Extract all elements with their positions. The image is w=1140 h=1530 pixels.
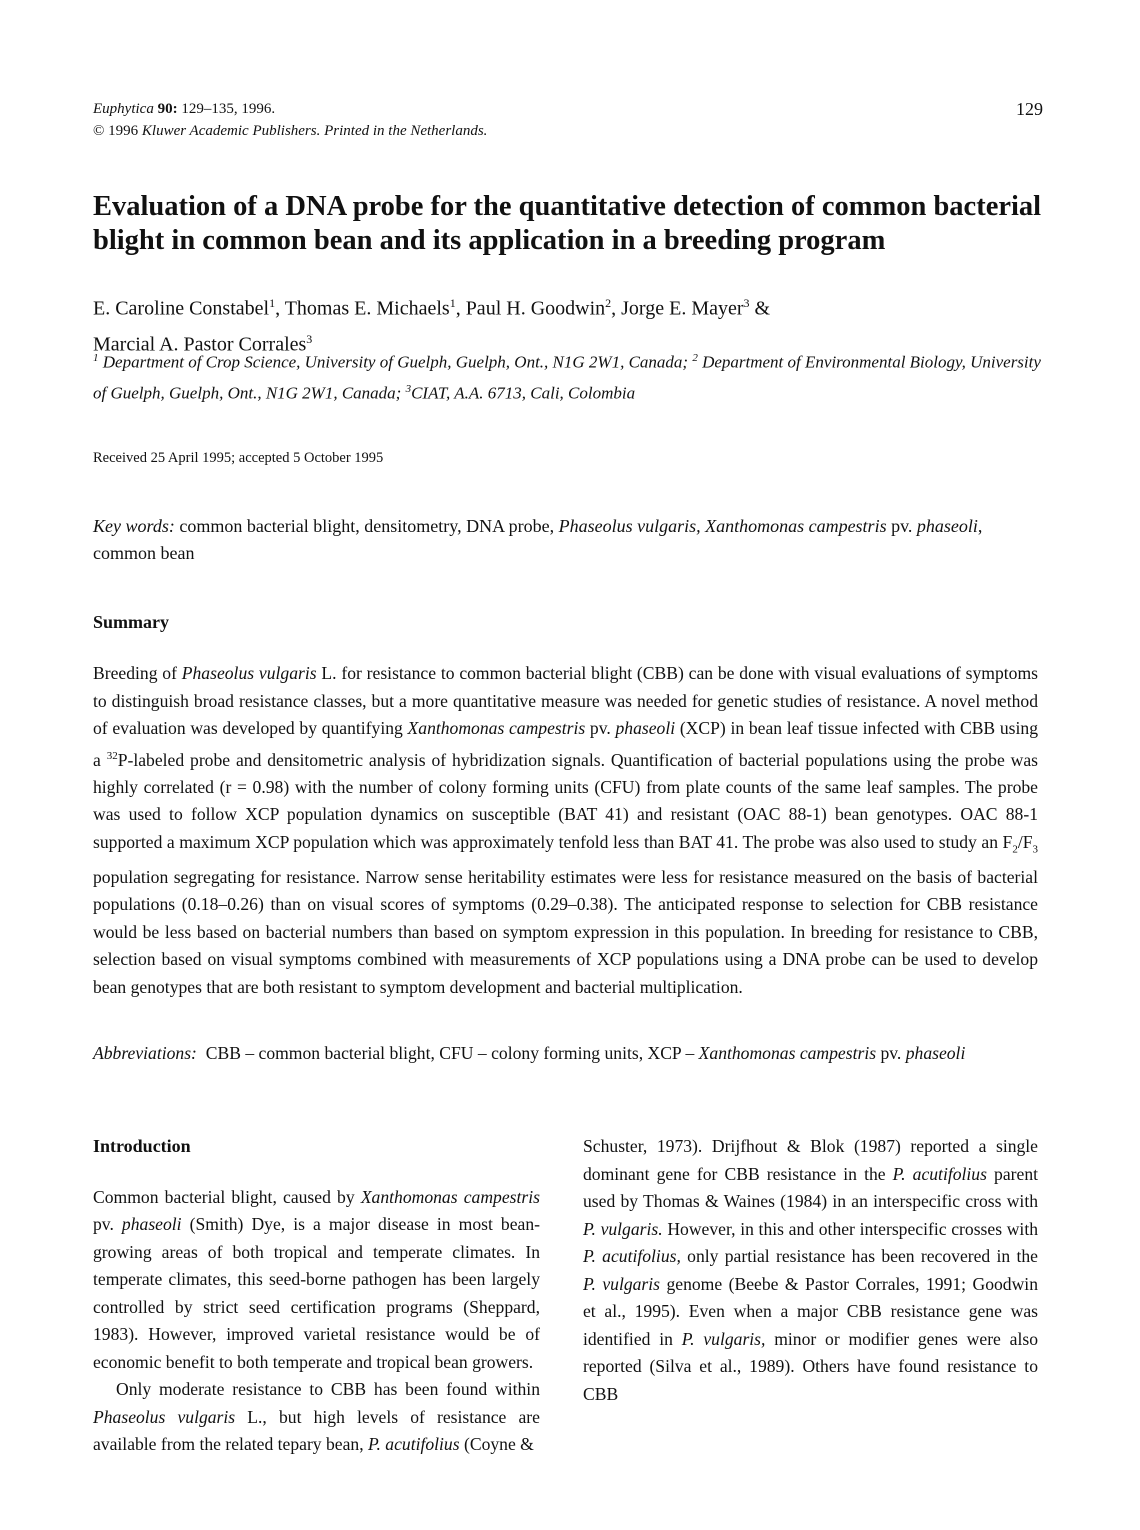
intro-paragraph-2 (93, 1376, 540, 1459)
body-text: P. vulgaris (583, 1273, 661, 1294)
intro-paragraph-2-continued (583, 1133, 1038, 1408)
subscript: 2 (1012, 843, 1018, 856)
affiliation-text: Department of Environmental Biology, University of Guelph, Guelph, Ont., N1G 2W1, Canada; (93, 352, 1041, 403)
affiliation-text: Department of Crop Science, University of Guelph, Guelph, Ont., N1G 2W1, Canada; (98, 352, 693, 372)
running-header (93, 98, 1043, 142)
affiliation-mark: 2 (692, 352, 698, 364)
body-text: L., but high levels of resistance are available from the related tepary bean, (93, 1406, 540, 1454)
body-text: (Smith) Dye, is a major disease in most bean-growing areas of both tropical and temperate climates. In temperate climates, this seed-borne pathogen has been largely controlled by strict seed certification programs (Sheppard, 1983). However, improved varietal resistance would be of economic benefit to both temperate and tropical bean growers. (93, 1214, 540, 1372)
abbreviations-text: Xanthomonas campestris (698, 1043, 877, 1063)
abbreviations-text: phaseoli (905, 1043, 966, 1063)
body-text: genome (Beebe & Pastor Corrales, 1991; Goodwin et al., 1995). Even when a major CBB resistance gene was identified in (583, 1273, 1038, 1349)
body-text: P. acutifolius (892, 1163, 987, 1184)
author-affiliation-mark: 1 (449, 296, 456, 310)
body-text: minor or modifier genes were also reported (Silva et al., 1989). Others have found resistance to CBB (583, 1328, 1038, 1404)
body-text: Only moderate resistance to CBB has been found within (116, 1379, 540, 1399)
summary-text: P-labeled probe and densitometric analysis of hybridization signals. Quantification of bacterial populations using the probe was highly correlated (r = 0.98) with the number of colony forming units (CFU) from plate counts of the same leaf samples. The probe was used to follow XCP population dynamics on susceptible (BAT 41) and resistant (OAC 88-1) bean genotypes. OAC 88-1 supported a maximum XCP population which was approximately tenfold less than BAT 41. The probe was also used to study an F (93, 749, 1038, 852)
body-text: Phaseolus vulgaris (93, 1406, 236, 1427)
author-separator: & (749, 297, 771, 320)
body-text: Xanthomonas campestris (360, 1186, 540, 1207)
volume: 90: (157, 101, 178, 117)
summary-text: (XCP) in bean leaf tissue infected with CBB using a (93, 718, 1038, 770)
journal-name: Euphytica (93, 101, 154, 117)
summary-paragraph (93, 660, 1038, 1001)
body-text: (Coyne & (459, 1434, 534, 1454)
pages-year: 129–135, 1996. (181, 101, 276, 117)
author-affiliation-mark: 3 (743, 296, 750, 310)
keywords-label: Key words: (93, 516, 175, 536)
column-right (583, 1133, 1038, 1408)
body-text: However, in this and other interspecific crosses with (662, 1218, 1039, 1239)
citation-line (93, 98, 1043, 120)
abbreviations-text: pv. (876, 1043, 906, 1063)
keywords-text: phaseoli (916, 516, 978, 536)
summary-text: /F (1017, 831, 1033, 852)
summary-text: population segregating for resistance. Narrow sense heritability estimates were less for resistance measured on the basis of bacterial populations (0.18–0.26) than on visual scores of symptoms (0.29–0.38). The anticipated response to selection for CBB resistance would be less based on bacterial numbers than based on symptom expression in this population. In breeding for resistance to CBB, selection based on visual symptoms combined with measurements of XCP populations using a DNA probe can be used to develop bean genotypes that are both resistant to symptom development and bacterial multiplication. (93, 866, 1038, 997)
copyright-line (93, 120, 1043, 142)
summary-text: Phaseolus vulgaris (181, 663, 317, 683)
keywords-text: pv. (886, 516, 917, 536)
author-name: Paul H. Goodwin (465, 297, 606, 320)
affiliation-mark: 1 (93, 352, 99, 364)
author-name: Thomas E. Michaels (284, 297, 450, 320)
author-affiliation-mark: 1 (269, 296, 276, 310)
copyright: © 1996 (93, 123, 139, 139)
author-affiliation-mark: 2 (605, 296, 612, 310)
author-separator: , (455, 297, 466, 320)
paper-title: Evaluation of a DNA probe for the quantitative detection of common bacterial blight in common bean and its application in a breeding program (93, 191, 1042, 256)
author-name: Marcial A. Pastor Corrales (93, 333, 307, 356)
introduction-heading: Introduction (93, 1136, 191, 1156)
affiliation-text: CIAT, A.A. 6713, Cali, Colombia (411, 383, 636, 403)
abbreviations (93, 1040, 1038, 1068)
subscript: 3 (1032, 843, 1038, 856)
author-name: E. Caroline Constabel (93, 297, 270, 320)
summary-text: Breeding of (93, 663, 182, 683)
body-text: Common bacterial blight, caused by (93, 1186, 361, 1207)
keywords-text: , common bean (93, 516, 983, 563)
body-text: parent used by Thomas & Waines (1984) in an interspecific cross with (583, 1163, 1039, 1211)
column-left (93, 1133, 540, 1459)
body-text: P. acutifolius (368, 1434, 460, 1454)
keywords-text: Phaseolus vulgaris, Xanthomonas campestris (558, 516, 887, 536)
body-text: P. vulgaris, (681, 1328, 766, 1349)
summary-text: phaseoli (615, 718, 676, 738)
superscript: 32 (106, 749, 118, 762)
body-text: P. acutifolius, (583, 1246, 681, 1266)
author-separator: , (611, 297, 622, 320)
body-text: phaseoli (121, 1214, 182, 1234)
intro-paragraph-1 (93, 1184, 540, 1377)
body-text: pv. (93, 1214, 122, 1234)
keywords (93, 513, 1043, 567)
author-name: Jorge E. Mayer (621, 297, 744, 320)
body-text: Schuster, 1973). Drijfhout & Blok (1987) reported a single dominant gene for CBB resistance in the (583, 1136, 1038, 1184)
body-text: only partial resistance has been recovered in the (680, 1246, 1038, 1266)
summary-heading: Summary (93, 612, 169, 632)
abbreviations-label: Abbreviations: (93, 1043, 197, 1063)
summary-text: pv. (585, 718, 616, 738)
received-dates: Received 25 April 1995; accepted 5 October 1995 (93, 450, 384, 466)
author-separator: , (275, 297, 285, 320)
affiliation-mark: 3 (405, 382, 412, 395)
page-number: 129 (1016, 99, 1043, 119)
author-affiliation-mark: 3 (306, 331, 313, 346)
publisher: Kluwer Academic Publishers. Printed in the Netherlands. (141, 123, 488, 139)
summary-text: Xanthomonas campestris (407, 718, 586, 738)
summary-text: L. for resistance to common bacterial blight (CBB) can be done with visual evaluations of symptoms to distinguish broad resistance classes, but a more quantitative measure was needed for genetic studies of resistance. A novel method of evaluation was developed by quantifying (93, 663, 1038, 738)
abbreviations-text: CBB – common bacterial blight, CFU – colony forming units, XCP – (196, 1043, 699, 1063)
affiliations (93, 345, 1043, 406)
keywords-text: common bacterial blight, densitometry, DNA probe, (174, 516, 559, 536)
body-text: P. vulgaris. (583, 1218, 663, 1239)
